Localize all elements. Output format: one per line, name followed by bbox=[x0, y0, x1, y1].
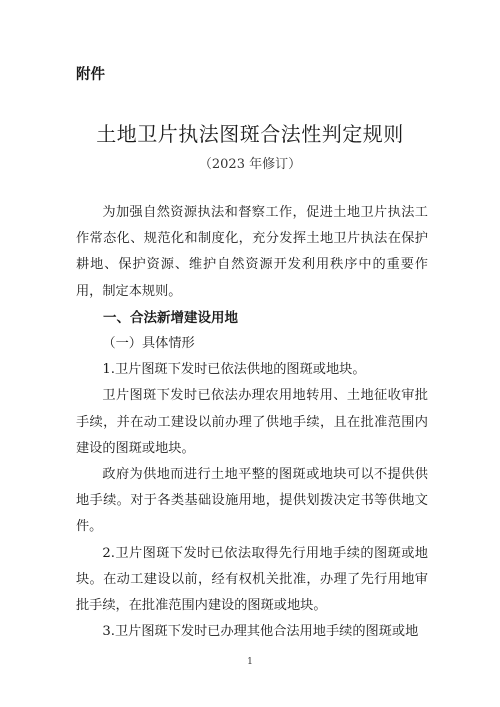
body-paragraph: 2.卫片图斑下发时已依法取得先行用地手续的图斑或地块。在动工建设以前，经有权机关批准，办理了先行用地审批手续，在批准范围内建设的图斑或地块。 bbox=[76, 545, 428, 614]
body-paragraph: 卫片图斑下发时已依法办理农用地转用、土地征收审批手续，并在动工建设以前办理了供地手续，且在批准范围内建设的图斑或地块。 bbox=[76, 388, 428, 456]
body-paragraph: 3.卫片图斑下发时已办理其他合法用地手续的图斑或地 bbox=[102, 624, 419, 640]
page-number: 1 bbox=[247, 657, 253, 667]
document-subtitle: （2023 年修订） bbox=[198, 157, 302, 172]
body-paragraph: 政府为供地而进行土地平整的图斑或地块可以不提供供地手续。对于各类基础设施用地，提供划拨决定书等供地文件。 bbox=[76, 467, 428, 535]
document-title: 土地卫片执法图斑合法性判定规则 bbox=[96, 122, 404, 146]
attachment-label: 附件 bbox=[76, 67, 105, 83]
subsection-heading: （一）具体情形 bbox=[102, 336, 195, 352]
item-heading: 1.卫片图斑下发时已依法供地的图斑或地块。 bbox=[102, 362, 366, 378]
intro-paragraph: 为加强自然资源执法和督察工作，促进土地卫片执法工作常态化、规范化和制度化，充分发挥土地卫片执法在保护耕地、保护资源、维护自然资源开发利用秩序中的重要作用，制定本规则。 bbox=[76, 205, 428, 299]
document-body bbox=[76, 200, 428, 645]
section-heading: 一、合法新增建设用地 bbox=[103, 309, 238, 326]
